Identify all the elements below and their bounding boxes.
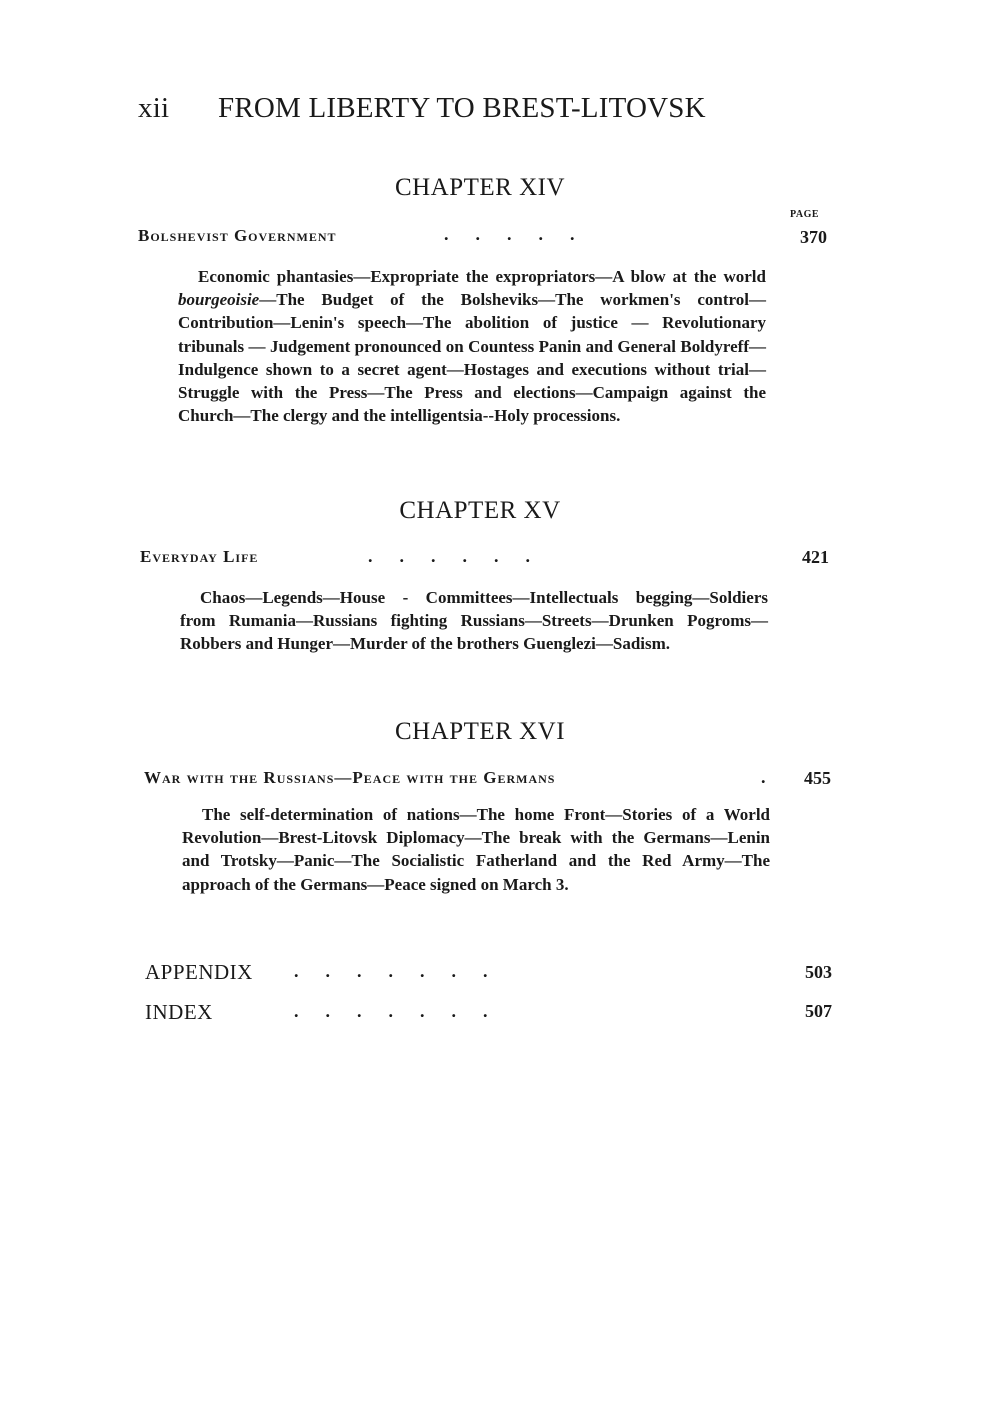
- toc-leader-xiv: . . . . .: [444, 224, 575, 244]
- toc-leader-xv: . . . . . .: [368, 546, 530, 566]
- toc-leader-appendix: . . . . . . .: [294, 961, 488, 981]
- chapter-heading-xiv: CHAPTER XIV: [394, 174, 566, 201]
- chapter-heading-xv: CHAPTER XV: [399, 497, 561, 524]
- running-head-title: FROM LIBERTY TO BREST-LITOVSK: [218, 92, 706, 124]
- toc-entry-title-appendix: APPENDIX: [145, 960, 253, 984]
- chapter-summary-xiv: [178, 265, 766, 427]
- toc-entry-title-xvi: War with the Russians—Peace with the Germans: [144, 768, 556, 787]
- toc-page-number-appendix: 503: [805, 962, 832, 982]
- toc-entry-title-index: INDEX: [145, 1000, 213, 1024]
- page-column-label: PAGE: [790, 209, 820, 220]
- toc-page-number-xiv: 370: [800, 227, 827, 247]
- chapter-summary-xv: Chaos—Legends—House - Committees—Intellectuals begging—Soldiers from Rumania—Russians fighting Russians—Streets—Drunken Pogroms—Robbers and Hunger—Murder of the brothers Guenglezi—Sadism.: [180, 588, 768, 654]
- chapter-summary-xiv-part2: —The Budget of the Bolsheviks—The workmen's control—Contribution—Lenin's speech—The abolition of justice — Revolutionary tribunals — Judgement pronounced on Countess Panin and General Boldyreff—Indulgence shown to a secret agent—Hostages and executions without trial—Struggle with the Press—The Press and elections—Campaign against the Church—The clergy and the intelligentsia--Holy processions.: [178, 290, 766, 426]
- toc-entry-title-xv: Everyday Life: [140, 547, 259, 566]
- toc-leader-index: . . . . . . .: [294, 1001, 488, 1021]
- toc-page-number-xvi: 455: [804, 768, 831, 788]
- toc-leader-xvi: .: [761, 767, 766, 787]
- chapter-summary-xiv-part1: Economic phantasies—Expropriate the expropriators—A blow at the world: [198, 267, 766, 286]
- chapter-summary-xvi: The self-determination of nations—The home Front—Stories of a World Revolution—Brest-Litovsk Diplomacy—The break with the Germans—Lenin and Trotsky—Panic—The Socialistic Fatherland and the Red Army—The approach of the Germans—Peace signed on March 3.: [182, 805, 770, 894]
- chapter-heading-xvi: CHAPTER XVI: [394, 718, 566, 745]
- running-head: [138, 92, 706, 125]
- chapter-summary-xiv-italic: bourgeoisie: [178, 290, 260, 310]
- toc-page-number-index: 507: [805, 1001, 832, 1021]
- running-head-page-number: xii: [138, 92, 170, 124]
- toc-entry-title-xiv: Bolshevist Government: [138, 226, 337, 245]
- toc-page-number-xv: 421: [802, 547, 829, 567]
